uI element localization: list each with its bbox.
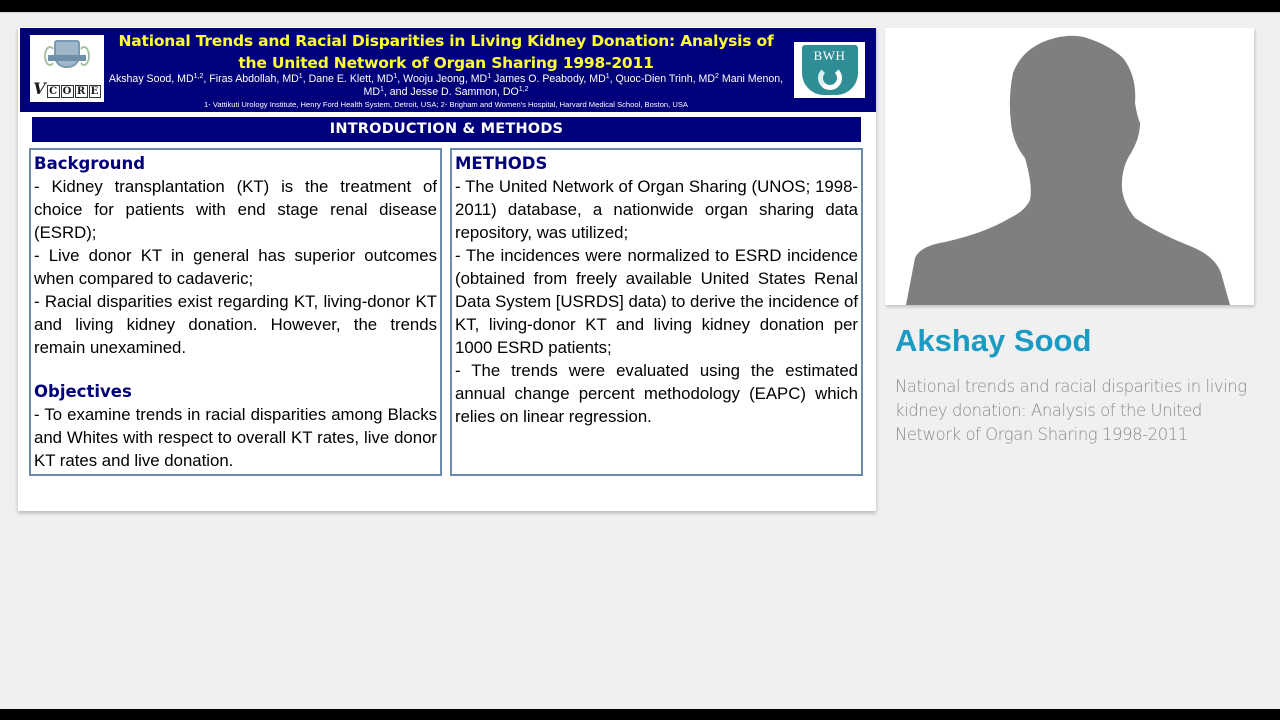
- bwh-logo-text: BWH: [813, 48, 846, 63]
- background-point: - Kidney transplantation (KT) is the treatment of choice for patients with end stage renal disease (ESRD);: [34, 177, 437, 242]
- author-affil-sup: 1: [605, 73, 610, 80]
- author-name: Quoc-Dien Trinh, MD: [615, 73, 716, 85]
- author-sep: , and: [383, 86, 411, 98]
- poster-title: [106, 30, 786, 74]
- author-name: Wooju Jeong, MD: [403, 73, 488, 85]
- bwh-shield-logo-icon: [794, 42, 865, 98]
- methods-panel: [450, 148, 863, 476]
- presentation-viewport: [0, 12, 1280, 709]
- author-affil-sup: 1,2: [193, 73, 204, 80]
- author-name: Mani Menon, MD: [363, 73, 784, 98]
- author-name: Firas Abdollah, MD: [209, 73, 299, 85]
- author-affil-sup: 1: [487, 73, 492, 80]
- author-sep: ,: [609, 73, 616, 85]
- poster-header: [20, 28, 876, 112]
- background-heading: Background: [34, 154, 146, 173]
- background-point: - Racial disparities exist regarding KT, living-donor KT and living kidney donation. However, the trends remain unexamined.: [34, 292, 437, 357]
- author-affil-sup: 1: [298, 73, 303, 80]
- author-affil-sup: 1: [380, 86, 384, 93]
- author-sep: ,: [302, 73, 309, 85]
- background-point: - Live donor KT in general has superior outcomes when compared to cadaveric;: [34, 246, 437, 288]
- author-sep: ,: [397, 73, 404, 85]
- author-name: Akshay Sood, MD: [108, 73, 194, 85]
- background-objectives-panel: [29, 148, 442, 476]
- methods-point: - The incidences were normalized to ESRD incidence (obtained from freely available United States Renal Data System [USRDS] data) to derive the incidence of KT, living-donor KT and living kidney donation per 1000 ESRD patients;: [455, 246, 858, 357]
- methods-heading: METHODS: [455, 154, 548, 173]
- poster-affiliations: 1- Vattikuti Urology Institute, Henry Ford Health System, Detroit, USA; 2- Brigham and Women's Hospital, Harvard Medical School, Boston, USA: [204, 100, 688, 109]
- objectives-text: - To examine trends in racial disparities among Blacks and Whites with respect to overall KT rates, live donor KT rates and live donation.: [34, 405, 437, 470]
- author-affil-sup: 1: [393, 73, 398, 80]
- methods-point: - The United Network of Organ Sharing (UNOS; 1998-2011) database, a nationwide organ sharing data repository, was utilized;: [455, 177, 858, 242]
- person-silhouette-icon: [885, 28, 1254, 305]
- author-sep: ,: [203, 73, 210, 85]
- section-header-intro-methods: INTRODUCTION & METHODS: [32, 117, 861, 142]
- speaker-name: Akshay Sood: [895, 323, 1092, 358]
- objectives-heading: Objectives: [34, 382, 132, 401]
- poster-title-line-1: National Trends and Racial Disparities in Living Kidney Donation: Analysis of: [118, 32, 774, 50]
- author-affil-sup: 1,2: [518, 86, 529, 93]
- speaker-photo: [885, 28, 1254, 305]
- author-name: Jesse D. Sammon, DO: [410, 86, 519, 98]
- author-name: Dane E. Klett, MD: [308, 73, 394, 85]
- poster-title-line-2: the United Network of Organ Sharing 1998-2011: [238, 54, 654, 72]
- poster-authors: [106, 73, 786, 99]
- vcore-logo-text: V C O R E: [33, 79, 99, 98]
- methods-point: - The trends were evaluated using the estimated annual change percent methodology (EAPC) which relies on linear regression.: [455, 361, 858, 426]
- author-affil-sup: 2: [715, 73, 719, 80]
- crest-icon: [44, 38, 90, 72]
- vattikuti-crest-logo-icon: [30, 35, 104, 102]
- author-name: James O. Peabody, MD: [494, 73, 606, 85]
- bwh-shield-icon: [802, 45, 858, 95]
- talk-title: National trends and racial disparities in living kidney donation: Analysis of the United Network of Organ Sharing 1998-2011: [895, 377, 1247, 444]
- poster-slide: [18, 27, 876, 511]
